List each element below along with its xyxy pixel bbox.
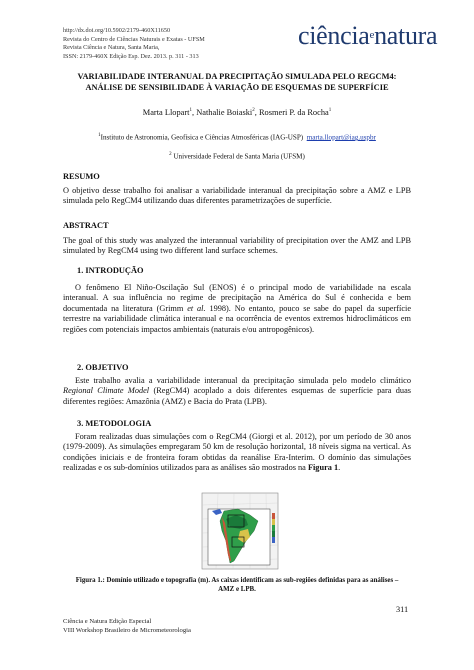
author-1: Marta Llopart: [142, 108, 190, 117]
paper-title: VARIABILIDADE INTERANUAL DA PRECIPITAÇÃO SIMULADA PELO REGCM4: ANÁLISE DE SENSIBILIDADE À VARIAÇÃO DE ESQUEMAS DE SUPERFÍCIE: [77, 72, 397, 92]
author-3-affil: 1: [328, 108, 332, 114]
logo-joiner: e: [369, 29, 375, 41]
aff2-text: Universidade Federal de Santa Maria (UFSM): [173, 152, 305, 161]
footer-line-2: VIII Workshop Brasileiro de Micrometeorologia: [63, 626, 191, 634]
journal-header: [63, 27, 205, 61]
section-1-paragraph: [63, 283, 411, 335]
sec3-text-b: .: [338, 463, 341, 473]
page-number: 311: [396, 605, 409, 614]
logo-word-ciencia: ciência: [298, 21, 370, 50]
domain-topography-map: [188, 491, 286, 571]
resumo-text: O objetivo desse trabalho foi analisar a variabilidade interanual da precipitação sobre a AMZ e LPB simulada pelo RegCM4 utilizando duas diferentes parametrizações de superfície.: [63, 186, 411, 206]
section-2-heading: 2. OBJETIVO: [77, 363, 129, 372]
journal-logo: [298, 21, 437, 51]
aff1-marker: 1: [98, 133, 101, 138]
sec2-text-a: Este trabalho avalia a variabilidade interanual da precipitação simulada pelo modelo climático: [75, 376, 411, 385]
sec2-text-em: Regional Climate Model: [63, 386, 150, 396]
section-1-heading: 1. INTRODUÇÃO: [77, 266, 144, 275]
section-3-paragraph: [63, 432, 411, 474]
author-1-affil: 1: [189, 108, 192, 114]
page-footer: [63, 618, 191, 635]
section-3-heading: 3. METODOLOGIA: [77, 419, 152, 428]
abstract-text: The goal of this study was analyzed the interannual variability of precipitation over the AMZ and LPB simulated by RegCM4 using two different land surface schemes.: [63, 236, 411, 256]
aff1-text: Instituto de Astronomia, Geofísica e Ciências Atmosféricas (IAG-USP): [100, 133, 304, 142]
aff2-marker: 2: [169, 152, 172, 157]
authors-line: Marta Llopart$^1$, Nathalie Boiaski$^2$, Rosmeri P. da Rocha$^1$: [142, 108, 332, 117]
footer-line-1: Ciência e Natura Edição Especial: [63, 618, 152, 625]
colorbar: [272, 513, 275, 543]
logo-word-natura: natura: [374, 21, 438, 50]
author-3: Rosmeri P. da Rocha: [258, 108, 329, 117]
journal-location: Revista Ciência e Natura, Santa Maria,: [63, 44, 160, 52]
affiliation-1: [60, 133, 414, 141]
abstract-heading: ABSTRACT: [63, 221, 109, 230]
sec1-text-b: 1998). No entanto, pouco se sabe do papel da superfície terrestre na variabilidade climática interanual e na ocorrência de eventos extremos hidroclimáticos em regiões com potenciais impactos ambientais (naturais e/ou antropogênicos).: [63, 303, 411, 334]
sec3-text-a: Foram realizadas duas simulações com o RegCM4 (Giorgi et al. 2012), por um período de 30 anos (1979-2009). As simulações empregaram 50 km de resolução horizontal, 18 níveis sigma na vertical. As condições iniciais e de fronteira foram obtidas da reanálise Era-Interim. O domínio das simulações realizadas e os sub-domínios utilizados para as análises são mostrados na: [63, 432, 411, 473]
affiliation-2: [60, 152, 414, 160]
section-2-paragraph: [63, 376, 411, 407]
sec1-text-em: et al.: [187, 303, 206, 313]
resumo-heading: RESUMO: [63, 172, 100, 181]
author-email-link[interactable]: marta.llopart@iag.uspbr: [306, 133, 376, 142]
journal-center: Revista do Centro de Ciências Naturais e Exatas - UFSM: [63, 35, 205, 43]
doi-link[interactable]: http://dx.doi.org/10.5902/2179-460X11650: [63, 27, 171, 34]
figure-1-caption: Figura 1.: Domínio utilizado e topografia (m). As caixas identificam as sub-regiões definidas para as análises – AMZ e LPB.: [75, 577, 399, 593]
sec2-text-b: (RegCM4) acoplado a dois diferentes esquemas de superfície para duas diferentes regiões: Amazônia (AMZ) e Bacia do Prata (LPB).: [63, 386, 411, 406]
issn-line: ISSN: 2179-460X Edição Esp. Dez. 2013. p. 311 - 313: [63, 52, 199, 60]
figure-1-reference: Figura 1: [307, 463, 339, 473]
author-2-affil: 2: [252, 108, 255, 114]
sec1-text-a: O fenômeno El Niño-Oscilação Sul (ENOS) é o principal modo de variabilidade na escala interanual. A sua influência no regime de precipitação na América do Sul é conhecida e bem documentada na literatura (Grimm: [63, 283, 411, 313]
author-2: Nathalie Boiaski: [196, 108, 253, 117]
